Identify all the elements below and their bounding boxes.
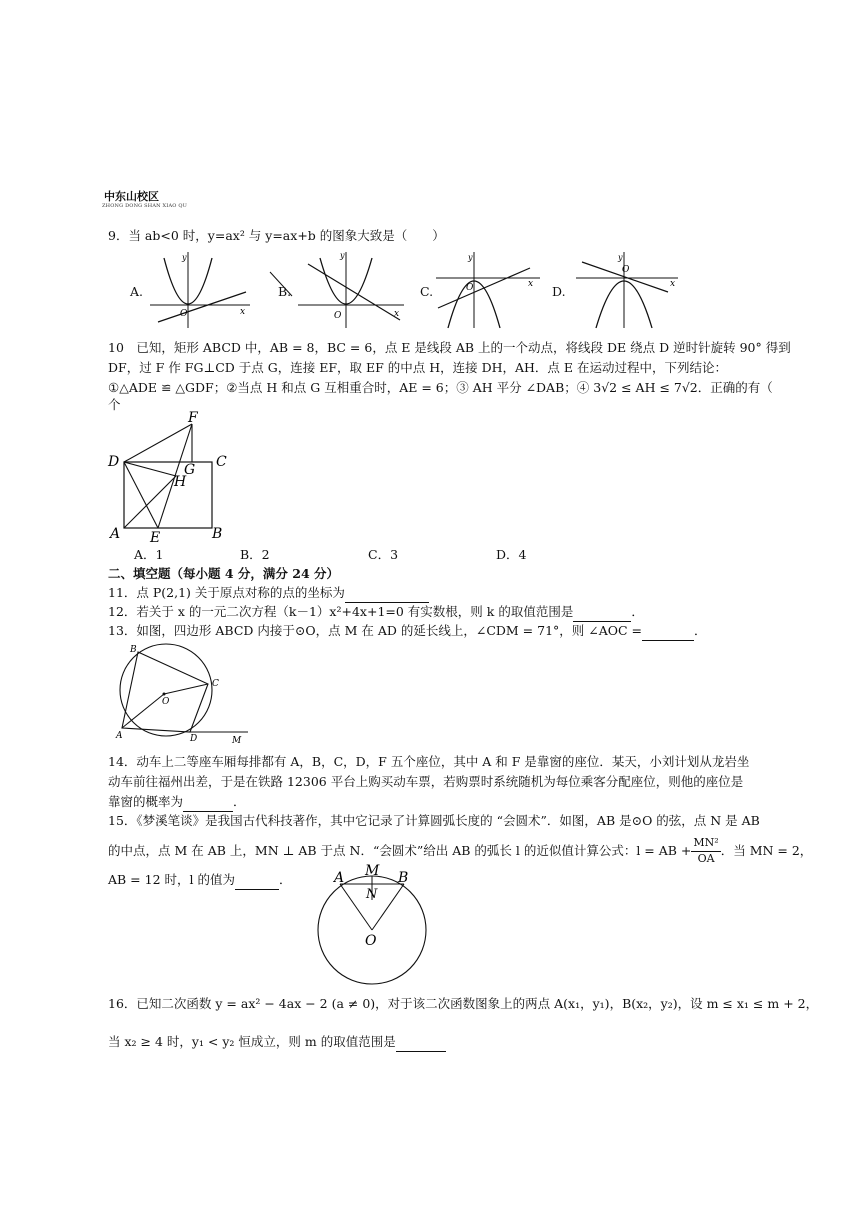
q16-answer-blank[interactable] — [396, 1034, 446, 1052]
q10-line-1: 10 已知，矩形 ABCD 中，AB = 8，BC = 6，点 E 是线段 AB 上的一个动点，将线段 DE 绕点 D 逆时针旋转 90° 得到 — [108, 340, 791, 355]
y-label: y — [468, 253, 473, 262]
q11-stem: 11．点 P(2,1) 关于原点对称的点的坐标为 — [108, 585, 345, 600]
label-a: A — [116, 731, 123, 741]
label-b: B — [398, 870, 409, 886]
q13-text — [108, 623, 707, 641]
x-label: x — [670, 279, 676, 289]
x-label: x — [528, 279, 534, 289]
q15-figure — [314, 860, 438, 988]
label-n: N — [366, 887, 378, 902]
school-name-pinyin: ZHONG DONG SHAN XIAO QU — [102, 203, 188, 209]
segment-oc — [164, 684, 208, 694]
q15-line-2 — [108, 836, 812, 867]
label-m: M — [365, 863, 380, 879]
section-2-title: 二、填空题（每小题 4 分，满分 24 分） — [108, 566, 340, 581]
q11-text — [108, 585, 429, 603]
fraction-numerator: MN² — [691, 836, 720, 852]
q13-answer-blank[interactable] — [642, 623, 694, 641]
q12-answer-blank[interactable] — [573, 604, 631, 622]
q16-line-1: 16．已知二次函数 y = ax² − 4ax − 2 (a ≠ 0)，对于该二次函数图象上的两点 A(x₁，y₁)，B(x₂，y₂)，设 m ≤ x₁ ≤ m + 2， — [108, 996, 819, 1011]
q14-line-1: 14．动车上二等座车厢每排都有 A，B，C，D，F 五个座位，其中 A 和 F 是靠窗的座位．某天，小刘计划从龙岩坐 — [108, 754, 750, 769]
label-c: C — [212, 679, 219, 689]
origin-label: O — [466, 283, 474, 293]
q15-line-1: 15．《梦溪笔谈》是我国古代科技著作，其中它记录了计算圆弧长度的 “会圆术”．如图，AB 是⊙O 的弦，点 N 是 AB — [108, 813, 760, 828]
q9-option-c-label: C. — [420, 284, 434, 299]
q15-line-3 — [108, 872, 292, 890]
label-o: O — [162, 697, 170, 707]
q14-answer-blank[interactable] — [183, 794, 233, 812]
q16-line-2-text: 当 x₂ ≥ 4 时，y₁ < y₂ 恒成立，则 m 的取值范围是 — [108, 1034, 396, 1049]
y-label: y — [618, 253, 623, 262]
q14-line-3: 靠窗的概率为 — [108, 794, 184, 809]
line — [438, 268, 530, 308]
q10-choice-a: A．1 — [134, 547, 164, 562]
label-c: C — [216, 454, 227, 470]
rectangle-abcd — [124, 462, 212, 528]
q12-end: ． — [631, 604, 644, 619]
label-g: G — [184, 462, 196, 478]
origin-label: O — [334, 311, 342, 321]
q14-line-3-wrap — [108, 794, 246, 812]
label-d: D — [190, 734, 198, 744]
label-m: M — [232, 736, 242, 746]
q11-answer-blank[interactable] — [345, 585, 429, 603]
q14-end: ． — [233, 794, 246, 809]
q9-option-b-label: B. — [278, 284, 292, 299]
x-label: x — [394, 309, 400, 319]
q16-line-2 — [108, 1034, 446, 1052]
q15-fraction — [691, 836, 720, 867]
line — [308, 264, 400, 320]
segment-dh — [124, 462, 176, 476]
q15-line-2b: ．当 MN = 2， — [720, 842, 813, 858]
q15-line-2a: 的中点，点 M 在 AB 上，MN ⊥ AB 于点 N．“会圆术”给出 AB 的弧长 l 的近似值计算公式：l = AB + — [108, 842, 692, 858]
label-o: O — [365, 933, 377, 949]
q12-text — [108, 604, 644, 622]
label-a: A — [110, 526, 121, 542]
label-b: B — [130, 645, 137, 655]
circle-o — [120, 644, 212, 736]
segment-de — [124, 462, 158, 528]
q9-graph-c — [432, 250, 542, 330]
q10-figure — [104, 408, 244, 544]
q13-stem: 13．如图，四边形 ABCD 内接于⊙O，点 M 在 AD 的延长线上，∠CDM = 71°，则 ∠AOC = — [108, 623, 643, 638]
q15-answer-blank[interactable] — [235, 872, 279, 890]
line — [158, 292, 246, 322]
fraction-denominator: OA — [697, 851, 715, 865]
origin-label: O — [180, 309, 188, 319]
q10-choice-c: C．3 — [368, 547, 399, 562]
q10-line-3: ①△ADE ≌ △GDF；②当点 H 和点 G 互相重合时，AE = 6；③ AH 平分 ∠DAB；④ 3√2 ≤ AH ≤ 7√2．正确的有（ — [108, 380, 773, 395]
q13-end: ． — [694, 623, 707, 638]
center-point — [163, 693, 166, 696]
q9-option-a-label: A. — [130, 284, 144, 299]
q10-choice-b: B．2 — [240, 547, 270, 562]
q9-option-d-label: D. — [552, 284, 566, 299]
school-name: 中东山校区 — [104, 190, 159, 203]
quadrilateral-abcd — [122, 652, 208, 732]
q15-line-3-text: AB = 12 时，l 的值为 — [108, 872, 235, 887]
q9-stem: 9．当 ab<0 时，y=ax² 与 y=ax+b 的图象大致是（ ） — [108, 228, 445, 243]
q9-graph-d — [572, 250, 682, 330]
origin-label: O — [622, 265, 630, 275]
y-label: y — [182, 253, 187, 262]
q9-graph-b — [268, 250, 408, 330]
label-a: A — [334, 870, 345, 886]
q14-line-2: 动车前往福州出差，于是在铁路 12306 平台上购买动车票，若购票时系统随机为每位乘客分配座位，则他的座位是 — [108, 774, 744, 789]
label-b: B — [212, 526, 223, 542]
line-fragment — [270, 272, 292, 296]
q12-stem: 12．若关于 x 的一元二次方程（k－1）x²+4x+1=0 有实数根，则 k 的取值范围是 — [108, 604, 574, 619]
q9-graph-a — [148, 250, 252, 330]
label-d: D — [108, 454, 120, 470]
label-e: E — [150, 530, 161, 544]
y-label: y — [340, 251, 345, 260]
x-label: x — [240, 307, 246, 317]
q13-figure — [108, 642, 258, 746]
q10-line-4: 个 — [108, 397, 121, 412]
label-h: H — [174, 474, 187, 490]
q15-end: ． — [278, 872, 292, 887]
label-f: F — [188, 410, 198, 426]
q10-choice-d: D．4 — [496, 547, 527, 562]
segment-ah — [124, 476, 176, 528]
q10-line-2: DF，过 F 作 FG⊥CD 于点 G，连接 EF，取 EF 的中点 H，连接 DH，AH．点 E 在运动过程中，下列结论： — [108, 360, 728, 375]
